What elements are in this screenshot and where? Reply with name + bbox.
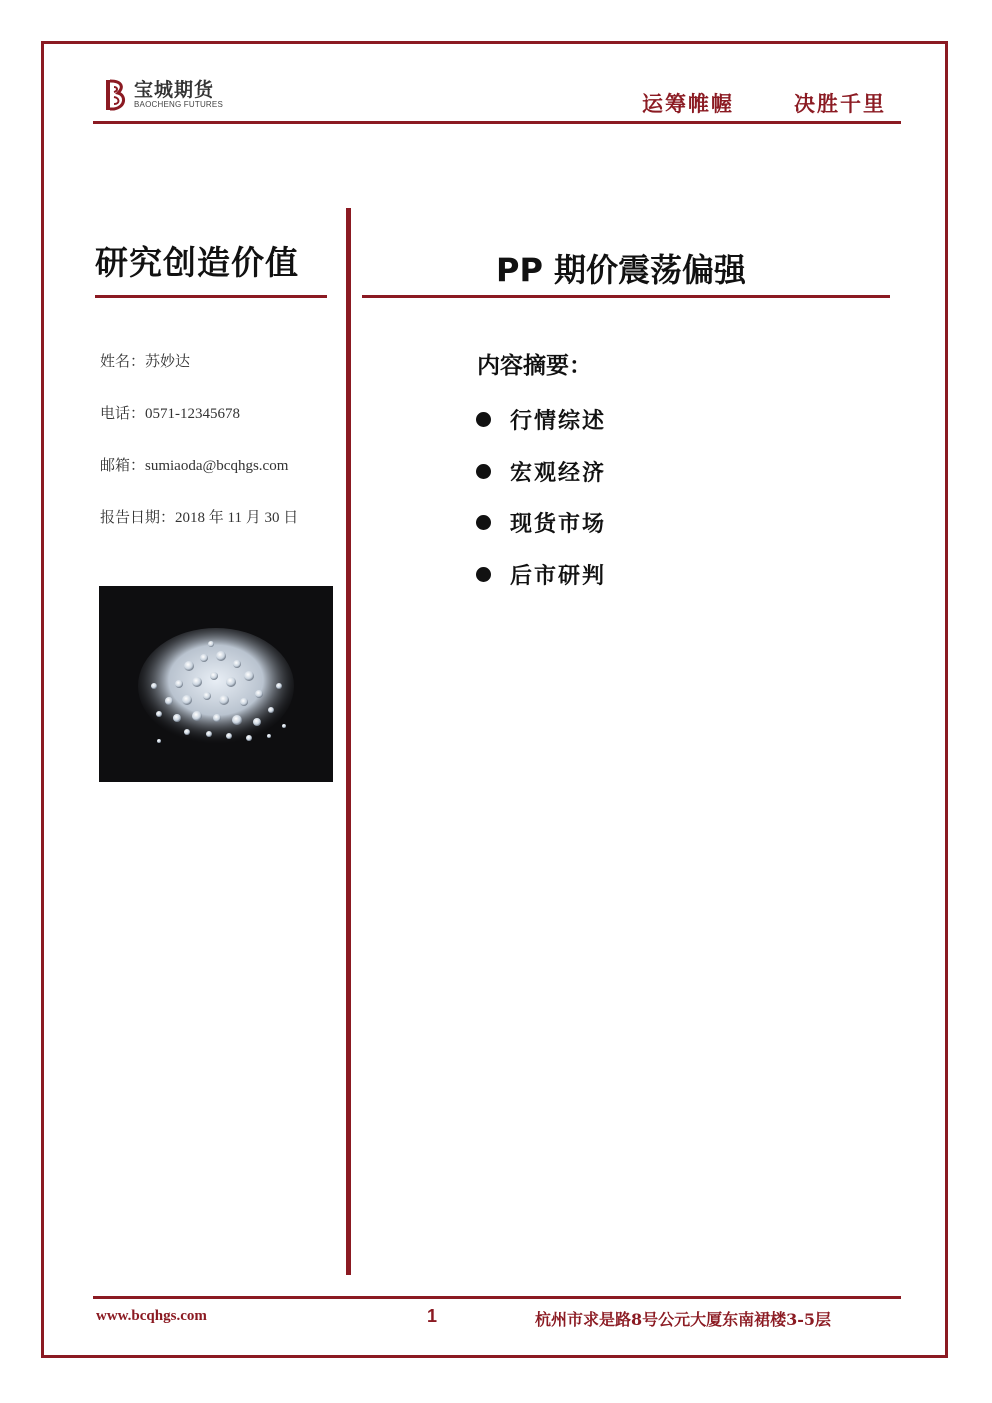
logo-cn-text: 宝城期货 bbox=[134, 79, 215, 101]
summary-item bbox=[476, 456, 606, 487]
analyst-name: 姓名：苏妙达 bbox=[100, 354, 191, 370]
slogan-right: 决胜千里 bbox=[794, 92, 886, 116]
footer-divider bbox=[93, 1296, 901, 1299]
summary-heading: 内容摘要： bbox=[477, 353, 592, 379]
company-logo bbox=[106, 79, 223, 111]
logo-mark-icon bbox=[106, 79, 128, 111]
summary-item-label: 现货市场 bbox=[510, 512, 607, 537]
sidebar-title: 研究创造价值 bbox=[95, 243, 299, 282]
summary-item-label: 行情综述 bbox=[510, 409, 607, 434]
pp-pellets-photo bbox=[99, 586, 333, 782]
summary-item bbox=[476, 507, 606, 538]
bullet-dot-icon bbox=[476, 515, 491, 530]
summary-item bbox=[476, 404, 606, 435]
bullet-dot-icon bbox=[476, 464, 491, 479]
logo-en-text: BAOCHENG FUTURES bbox=[134, 100, 223, 109]
column-divider bbox=[346, 208, 351, 1275]
footer-website-link[interactable]: www.bcqhgs.com bbox=[96, 1308, 207, 1324]
summary-item-label: 后市研判 bbox=[510, 564, 607, 589]
slogan-left: 运筹帷幄 bbox=[642, 92, 734, 116]
analyst-email: 邮箱：sumiaoda@bcqhgs.com bbox=[100, 458, 289, 474]
bullet-dot-icon bbox=[476, 412, 491, 427]
bullet-dot-icon bbox=[476, 567, 491, 582]
sidebar-title-underline bbox=[95, 295, 327, 298]
summary-item bbox=[476, 559, 606, 590]
summary-item-label: 宏观经济 bbox=[510, 461, 607, 486]
analyst-phone: 电话：0571-12345678 bbox=[100, 406, 240, 422]
header-divider bbox=[93, 121, 901, 124]
footer-address: 杭州市求是路8号公元大厦东南裙楼3-5层 bbox=[535, 1310, 832, 1329]
report-title-underline bbox=[362, 295, 890, 298]
report-date: 报告日期：2018 年 11 月 30 日 bbox=[100, 510, 299, 526]
page-number: 1 bbox=[427, 1306, 438, 1326]
report-title: PP 期价震荡偏强 bbox=[496, 251, 747, 289]
